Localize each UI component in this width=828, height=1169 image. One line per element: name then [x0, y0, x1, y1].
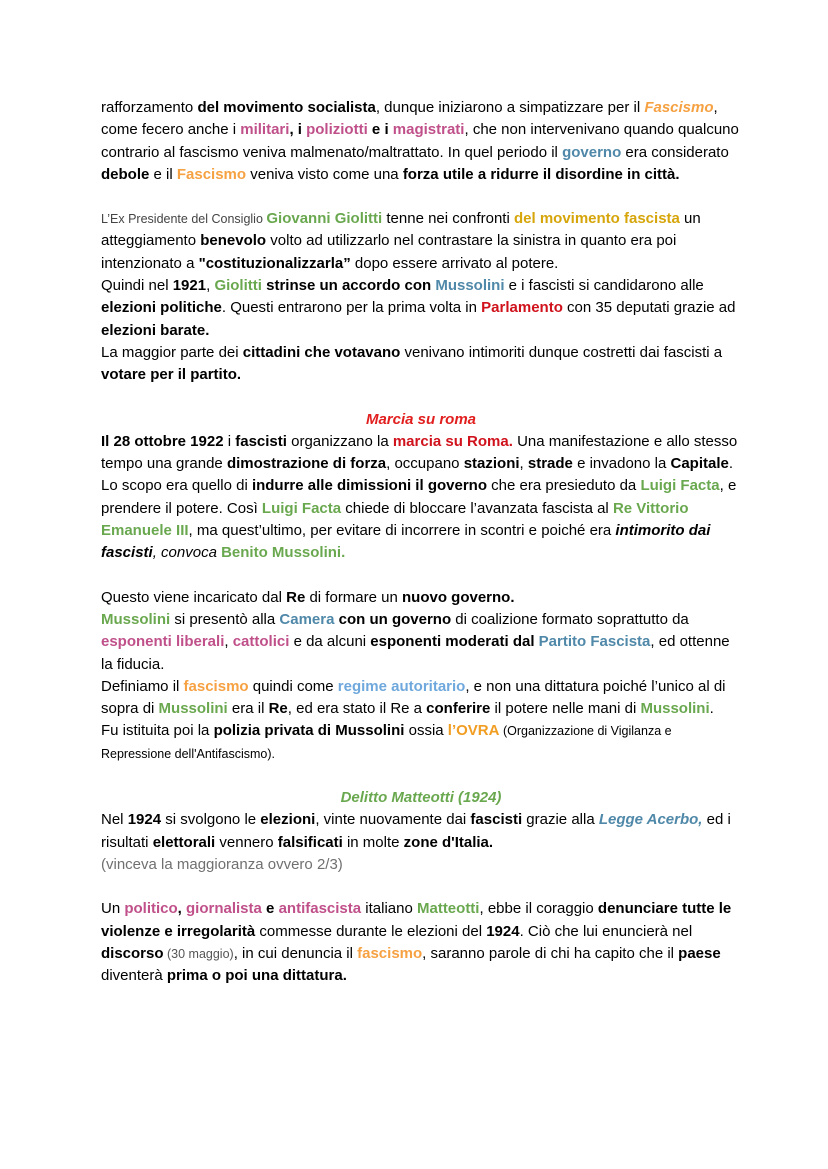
text-span: ossia	[404, 722, 448, 740]
text-span: ,	[224, 633, 233, 651]
text-span: un atteggiamento	[101, 210, 701, 250]
text-span: e il	[149, 165, 177, 183]
text-span: intimorito dai fascisti	[101, 522, 711, 562]
paragraph-ovra	[101, 720, 741, 765]
text-span: era considerato	[621, 143, 729, 161]
text-span: Benito Mussolini.	[221, 544, 346, 562]
text-span: con un governo	[338, 610, 452, 628]
text-span: , saranno parole di chi ha capito che il	[422, 944, 679, 962]
text-span: falsificati	[277, 833, 343, 851]
text-span: Fu istituita poi la	[101, 722, 214, 740]
text-span: , ma quest’ultimo, per evitare di incorrere in scontri e poiché era	[188, 522, 616, 540]
text-span: si presentò alla	[170, 610, 280, 628]
text-span: Camera	[279, 610, 335, 628]
text-span: dopo essere arrivato al potere.	[350, 254, 559, 272]
text-span: , dunque iniziarono a simpatizzare per il	[375, 99, 645, 116]
text-span: esponenti liberali	[101, 633, 225, 651]
text-span: governo	[562, 143, 622, 161]
paragraph-fascism-support	[101, 97, 741, 186]
text-span: , e prendere il potere. Così	[101, 477, 737, 517]
text-span: elezioni barate.	[101, 321, 210, 339]
text-span: Il 28 ottobre 1922	[101, 432, 224, 450]
text-span: era il	[227, 700, 269, 718]
text-span: indurre alle dimissioni il governo	[251, 477, 487, 495]
paragraph-voters	[101, 342, 741, 387]
text-span: Fascismo	[176, 165, 247, 183]
text-span: ,	[177, 900, 187, 918]
text-span: nuovo governo.	[402, 588, 515, 606]
text-span: Mussolini	[101, 610, 171, 628]
paragraph-1924-elections	[101, 809, 741, 854]
text-span: , e non una dittatura poiché l’unico al di sopra di	[101, 677, 726, 718]
text-span: , i	[289, 121, 307, 139]
text-span: elezioni politiche	[101, 299, 222, 317]
text-span: politico	[124, 900, 178, 918]
text-span: 1924	[127, 811, 162, 829]
paragraph-march-on-rome	[101, 431, 741, 565]
text-span: Definiamo il	[101, 677, 184, 695]
text-span: zone d'Italia.	[403, 833, 494, 851]
text-span: commesse durante le elezioni del	[255, 922, 487, 940]
text-span: . Lo scopo era quello di	[101, 455, 734, 495]
spacer	[101, 565, 741, 587]
paragraph-majority-note: (vinceva la maggioranza ovvero 2/3)	[101, 855, 343, 873]
text-span: Un	[101, 900, 125, 918]
text-span: regime autoritario	[337, 677, 466, 695]
text-span: , ed ottenne la fiducia.	[101, 633, 730, 673]
text-span: volto ad utilizzarlo nel contrastare la sinistra in quanto era poi intenzionato a	[101, 232, 677, 272]
text-span: La maggior parte dei	[101, 343, 243, 361]
text-span: grazie alla	[522, 811, 599, 829]
text-span: forza utile a ridurre il disordine in città.	[402, 165, 680, 183]
text-span: Ciò che lui enuncierà nel	[523, 922, 693, 940]
paragraph-regime-definition	[101, 676, 741, 721]
text-span: fascismo	[183, 677, 249, 695]
text-span: Re	[268, 700, 288, 718]
text-span: quindi come	[248, 677, 338, 695]
text-span: Mussolini	[158, 700, 228, 718]
text-span: discorso	[101, 944, 164, 962]
text-span: fascisti	[470, 811, 523, 829]
text-span: giornalista	[186, 900, 262, 918]
paragraph-1921-agreement	[101, 275, 741, 342]
text-span: , ed era stato il Re a	[287, 700, 427, 718]
text-span: Re	[286, 588, 306, 606]
text-span: si svolgono le	[161, 811, 261, 829]
text-span: Questo viene incaricato dal	[101, 588, 287, 606]
text-span: Giovanni Giolitti	[266, 210, 383, 228]
text-span: , vinte nuovamente dai	[315, 811, 471, 829]
text-span: paese	[678, 944, 721, 962]
text-span: Re Vittorio Emanuele III	[101, 499, 689, 540]
heading-delitto-matteotti: Delitto Matteotti (1924)	[340, 789, 502, 807]
text-span: 1924	[486, 922, 520, 940]
spacer	[101, 876, 741, 898]
text-span: Quindi nel	[101, 277, 173, 295]
text-span: magistrati	[392, 121, 465, 139]
text-span: "costituzionalizzarla”	[198, 254, 351, 272]
text-span: , in cui denuncia il	[233, 944, 358, 962]
text-span: di formare un	[305, 588, 403, 606]
text-span: e i fascisti si candidarono alle	[504, 277, 704, 295]
text-span: antifascista	[278, 900, 362, 918]
text-span: .	[519, 922, 524, 940]
text-span: Legge Acerbo,	[598, 811, 703, 829]
text-span: , come fecero anche i	[101, 99, 718, 139]
text-span: rafforzamento	[101, 99, 198, 116]
text-span: vennero	[215, 833, 278, 851]
text-span: strade	[527, 455, 573, 473]
text-span: Mussolini	[435, 277, 505, 295]
text-span: Partito Fascista	[538, 633, 651, 651]
text-span: poliziotti	[306, 121, 368, 139]
text-span: di coalizione formato soprattutto da	[451, 610, 689, 628]
text-span: il potere nelle mani di	[490, 700, 641, 718]
text-span: strinse un accordo con	[266, 277, 432, 295]
text-span: Mussolini	[640, 700, 710, 718]
text-span: , occupano	[386, 455, 464, 473]
paragraph-matteotti	[101, 898, 741, 987]
text-span: L’Ex Presidente del Consiglio	[101, 212, 267, 227]
text-span: .	[709, 700, 714, 718]
text-span: , che non intervenivano quando qualcuno contrario al fascismo veniva malmenato/maltrattato. In quel periodo il	[101, 121, 739, 161]
text-span: fascismo	[357, 944, 423, 962]
text-span: veniva visto come una	[246, 165, 403, 183]
text-span: conferire	[426, 700, 491, 718]
text-span: debole	[101, 165, 150, 183]
text-span: tenne nei confronti	[382, 210, 514, 228]
paragraph-new-government	[101, 587, 741, 609]
text-span: (30 maggio)	[163, 946, 234, 961]
text-span: , ebbe il coraggio	[479, 900, 598, 918]
paragraph-giolitti	[101, 208, 741, 275]
text-span: i	[223, 432, 236, 450]
text-span: cittadini che votavano	[242, 343, 401, 361]
text-span: e invadono la	[572, 455, 671, 473]
text-span: denunciare tutte le violenze e irregolarità	[101, 900, 732, 940]
spacer	[101, 387, 741, 409]
text-span: con 35 deputati grazie ad	[562, 299, 736, 317]
text-span: ed i risultati	[101, 811, 731, 851]
text-span: diventerà	[101, 967, 167, 985]
text-span: esponenti moderati dal	[370, 633, 535, 651]
text-span: l’OVRA	[447, 722, 500, 740]
text-span: dimostrazione di forza	[226, 455, 387, 473]
text-span: chiede di bloccare l’avanzata fascista al	[341, 499, 613, 517]
spacer	[101, 765, 741, 787]
text-span: votare per il partito.	[101, 366, 242, 384]
text-span: e i	[367, 121, 393, 139]
text-span: 1921	[172, 277, 207, 295]
text-span: e	[261, 900, 279, 918]
text-span: , convoca	[152, 544, 222, 562]
text-span: militari	[240, 121, 290, 139]
text-span: ,	[519, 455, 528, 473]
text-span: Fascismo	[644, 99, 714, 116]
text-span: Parlamento	[481, 299, 563, 317]
text-span: venivano intimoriti dunque costretti dai fascisti a	[400, 343, 723, 361]
text-span: Capitale	[670, 455, 729, 473]
heading-marcia-su-roma: Marcia su roma	[365, 410, 477, 428]
text-span: Una manifestazione e allo stesso tempo una grande	[101, 432, 738, 473]
text-span: Giolitti	[214, 277, 262, 295]
paragraph-coalition	[101, 609, 741, 676]
text-span: che era presieduto da	[487, 477, 641, 495]
text-span: Matteotti	[416, 900, 480, 918]
text-span: polizia privata di Mussolini	[213, 722, 405, 740]
text-span: elettorali	[152, 833, 216, 851]
text-span: del movimento fascista	[513, 210, 680, 228]
text-span: prima o poi una dittatura.	[166, 967, 347, 985]
text-span: stazioni	[463, 455, 520, 473]
text-span: in molte	[342, 833, 404, 851]
document-body	[101, 97, 741, 987]
text-span: fascisti	[235, 432, 287, 450]
text-span: Luigi Facta	[261, 499, 342, 517]
spacer	[101, 186, 741, 208]
text-span: elezioni	[260, 811, 316, 829]
text-span: . Questi entrarono per la prima volta in	[221, 299, 482, 317]
text-span: italiano	[361, 900, 417, 918]
text-span: Luigi Facta	[640, 477, 720, 495]
text-span: e da alcuni	[289, 633, 371, 651]
text-span: marcia su Roma.	[392, 432, 513, 450]
text-span: ,	[206, 277, 215, 295]
text-span: organizzano la	[286, 432, 393, 450]
text-span: benevolo	[200, 232, 267, 250]
text-span: cattolici	[232, 633, 290, 651]
text-span: (Organizzazione di Vigilanza e Repressione dell'Antifascismo).	[101, 724, 672, 761]
text-span: del movimento socialista	[197, 99, 376, 116]
text-span: Nel	[101, 811, 128, 829]
